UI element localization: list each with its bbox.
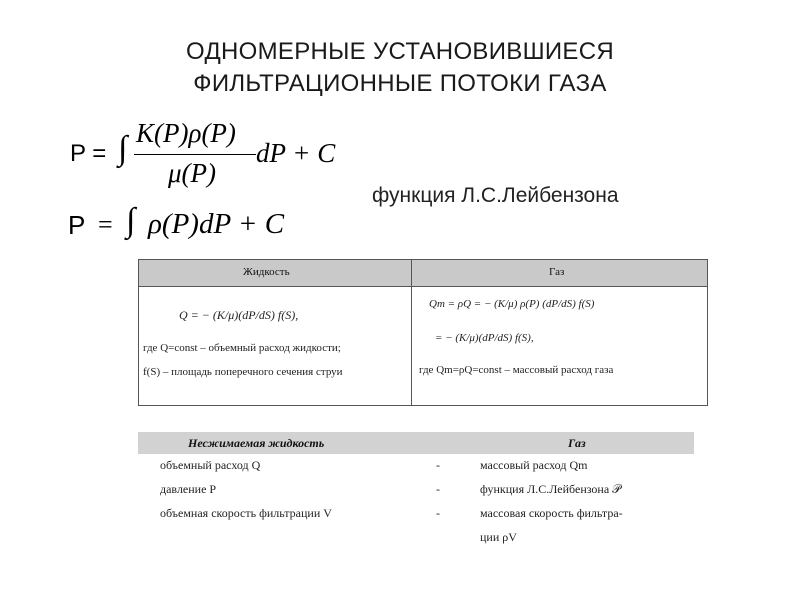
table1-header-row: [139, 260, 707, 287]
formula2-equals: =: [98, 210, 113, 239]
table1-gas-formula-top: Qm = ρQ = − (K/μ) ρ(P) (dP/dS) f(S): [429, 298, 595, 310]
table2-header-gas: Газ: [568, 436, 586, 450]
formula-leibenzon-short: [68, 202, 328, 246]
table1-header-liquid: Жидкость: [243, 266, 290, 278]
formula2-integral-sign: ∫: [126, 202, 136, 239]
row-dash: -: [436, 458, 440, 472]
row-dash: -: [436, 506, 440, 520]
table-row: [138, 458, 694, 480]
row-liquid-term: давление P: [160, 482, 217, 496]
formula1-tail: dP + C: [256, 138, 336, 168]
slide-title-line-2: ФИЛЬТРАЦИОННЫЕ ПОТОКИ ГАЗА: [193, 70, 607, 97]
table-row: [138, 530, 694, 552]
table1-liquid-formula: Q = − (K/μ)(dP/dS) f(S),: [179, 308, 299, 322]
table-row: [138, 482, 694, 504]
row-liquid-term: объемный расход Q: [160, 458, 261, 472]
table2-header-liquid: Несжимаемая жидкость: [188, 436, 325, 450]
formula1-denominator: μ(P): [168, 158, 217, 188]
table1-liquid-note-2: f(S) – площадь поперечного сечения струи: [143, 366, 343, 378]
row-gas-term: ции ρV: [480, 530, 517, 544]
table1-header-gas: Газ: [549, 266, 565, 278]
row-gas-term: массовый расход Qm: [480, 458, 588, 472]
formula2-body: ρ(P)dP + C: [148, 208, 285, 240]
row-gas-term: массовая скорость фильтра-: [480, 506, 623, 520]
leibenzon-function-caption: функция Л.С.Лейбензона: [372, 184, 619, 207]
row-gas-term: функция Л.С.Лейбензона 𝒫: [480, 482, 621, 496]
row-dash: -: [436, 482, 440, 496]
slide-title-line-1: ОДНОМЕРНЫЕ УСТАНОВИВШИЕСЯ: [186, 38, 614, 65]
row-liquid-term: объемная скорость фильтрации V: [160, 506, 332, 520]
formula2-lhs: P: [68, 210, 86, 240]
formula1-lhs: P =: [70, 140, 107, 167]
table1-column-divider: [411, 260, 412, 405]
table1-gas-formula-bottom: = − (K/μ)(dP/dS) f(S),: [435, 332, 534, 344]
slide-title: [0, 36, 800, 100]
formula1-fraction-bar: [134, 154, 256, 155]
formula-leibenzon-general: [70, 118, 350, 198]
table2-header-row: [138, 432, 694, 454]
table1-liquid-note-1: где Q=const – объемный расход жидкости;: [143, 342, 341, 354]
liquid-gas-formula-table: [138, 259, 708, 406]
table-row: [138, 506, 694, 528]
formula1-numerator: K(P)ρ(P): [136, 118, 236, 148]
formula1-integral-sign: ∫: [118, 130, 128, 167]
table1-gas-note: где Qm=ρQ=const – массовый расход газа: [419, 364, 614, 376]
